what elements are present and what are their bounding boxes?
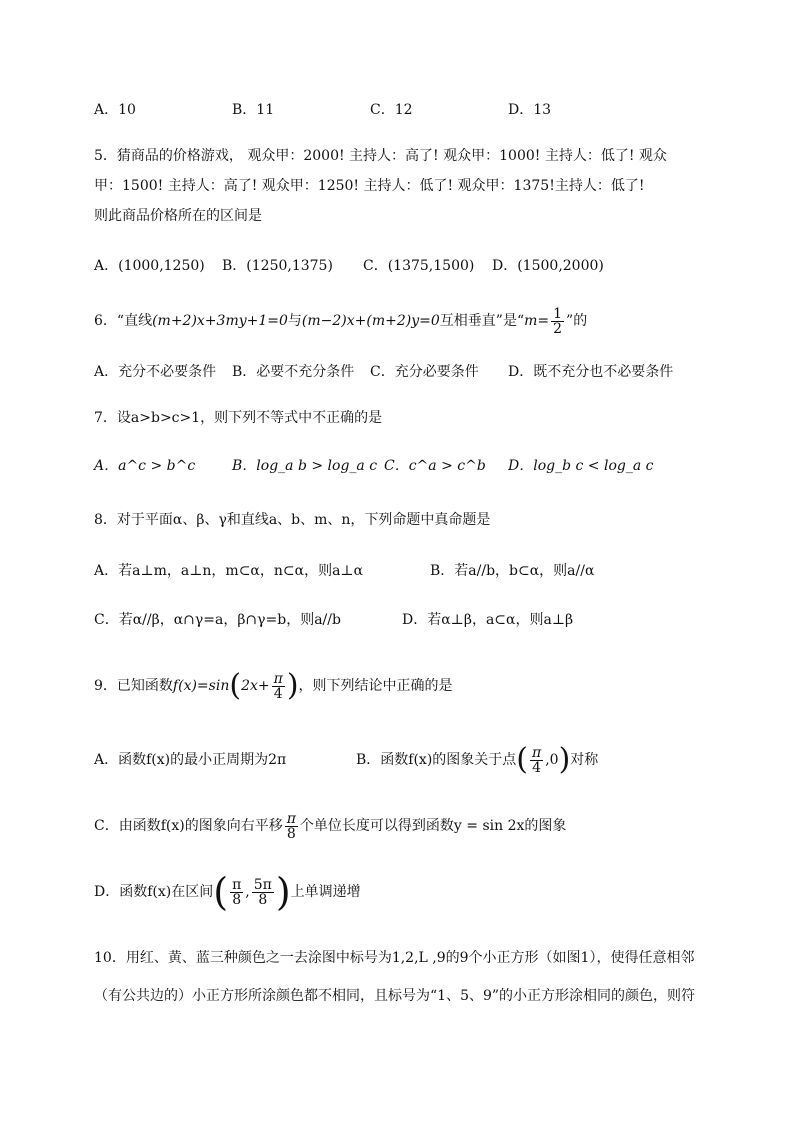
q8-option-a: A．若a⊥m，a⊥n，m⊂α，n⊂α，则a⊥α	[94, 563, 364, 579]
q9-option-c: C．由函数f(x)的图象向右平移 $\frac{\pi}{8}$ 个单位长度可以得到函数y = sin 2x的图象	[94, 810, 567, 842]
q9-option-b: B．函数f(x)的图象关于点( $\frac{\pi}{4}$ ,0)对称	[356, 742, 599, 777]
q7-option-a: A．a^c > b^c	[94, 458, 196, 474]
q5-option-c: C．(1375,1500)	[363, 258, 475, 274]
q10-stem-line1: 10．用红、黄、蓝三种颜色之一去涂图中标号为1,2,L ,9的9个小正方形（如图1），使得任意相邻	[94, 950, 695, 966]
q6-m: m=	[524, 313, 550, 329]
q5-stem-line3: 则此商品价格所在的区间是	[94, 208, 262, 224]
q6-end: ”的	[566, 313, 588, 329]
q6-option-b: B．必要不充分条件	[232, 364, 355, 380]
q4-option-a: A．10	[94, 102, 136, 118]
q9-left-paren: (	[229, 668, 242, 703]
q9-option-a: A．函数f(x)的最小正周期为2π	[94, 752, 287, 768]
q4-option-d: D．13	[508, 102, 552, 118]
q9-pre: 9．已知函数	[94, 678, 173, 694]
q7-option-b: B．log_a b > log_a c	[232, 458, 378, 474]
q6-option-c: C．充分必要条件	[370, 364, 479, 380]
q7-option-d: D．log_b c < log_a c	[508, 458, 654, 474]
q5-option-d: D．(1500,2000)	[492, 258, 604, 274]
q6-pre: 6．“直线	[94, 313, 153, 329]
q6-option-d: D．既不充分也不必要条件	[508, 364, 674, 380]
q6-option-a: A．充分不必要条件	[94, 364, 217, 380]
q9-post: ，则下列结论中正确的是	[298, 678, 453, 694]
q9-right-paren: )	[286, 668, 299, 703]
q6-line2-eq: (m−2)x+(m+2)y=0	[301, 313, 440, 329]
q7-option-c: C．c^a > c^b	[384, 458, 486, 474]
q10-stem-line2: （有公共边的）小正方形所涂颜色都不相同，且标号为“1、5、9”的小正方形涂相同的颜色，则符	[94, 988, 696, 1004]
q7-stem: 7．设a>b>c>1，则下列不等式中不正确的是	[94, 410, 383, 426]
q9-stem	[94, 668, 453, 704]
q5-stem-line1: 5．猜商品的价格游戏， 观众甲：2000! 主持人：高了! 观众甲：1000! 主持人：低了! 观众	[94, 148, 667, 164]
q9-fraction: $\frac{\pi}{4}$	[273, 670, 283, 702]
q8-option-d: D．若α⊥β，a⊂α，则a⊥β	[402, 612, 574, 628]
q8-option-c: C．若α//β，α∩γ=a，β∩γ=b，则a//b	[94, 612, 341, 628]
q5-option-a: A．(1000,1250)	[94, 258, 205, 274]
q6-fraction: $\frac{1}{2}$	[553, 305, 563, 337]
q6-stem	[94, 306, 587, 336]
q6-mid: 与	[287, 313, 302, 329]
q6-line1-eq: (m+2)x+3my+1=0	[152, 313, 288, 329]
q9-inner: 2x+	[241, 678, 270, 694]
q4-option-c: C．12	[370, 102, 413, 118]
q5-stem-line2: 甲：1500! 主持人：高了! 观众甲：1250! 主持人：低了! 观众甲：1375!主持人：低了!	[94, 178, 645, 194]
q5-option-b: B．(1250,1375)	[222, 258, 333, 274]
q9-fx: f(x)=sin	[172, 678, 230, 694]
q8-option-b: B．若a//b，b⊂α，则a//α	[430, 563, 595, 579]
q9-option-d: D．函数f(x)在区间( $\frac{\pi}{8}$ , $\frac{5\pi}{8}$ )上单调递增	[94, 870, 361, 914]
q8-stem: 8．对于平面α、β、γ和直线a、b、m、n，下列命题中真命题是	[94, 512, 491, 528]
q4-option-b: B．11	[232, 102, 275, 118]
q6-post: 互相垂直”是“	[439, 313, 525, 329]
